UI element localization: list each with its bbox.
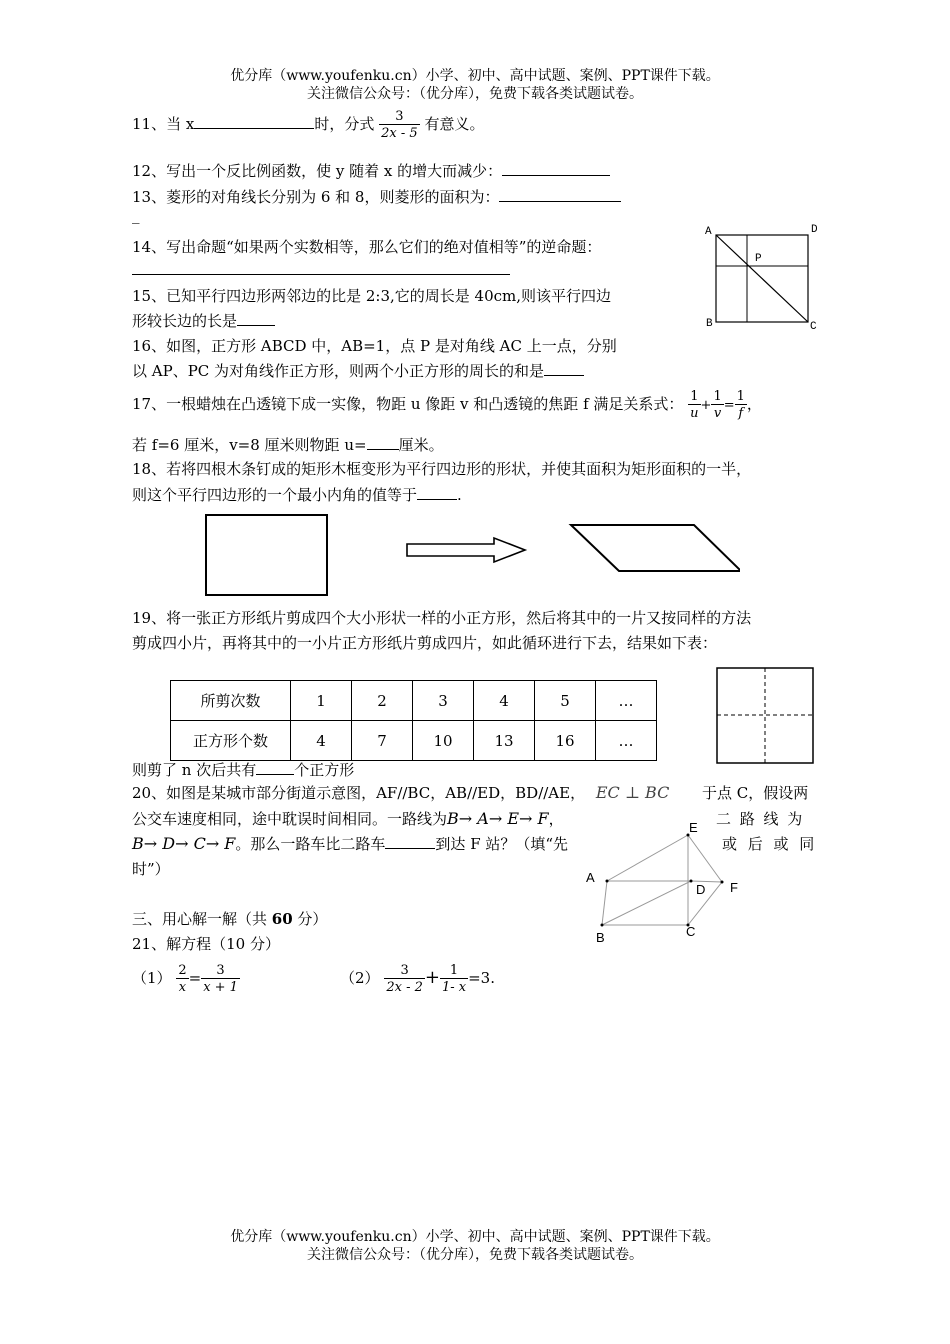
equation-1: （1） $\frac{2}{x}$ = $\frac{3}{x + 1}$ xyxy=(132,963,238,995)
header-line-2: 关注微信公众号：（优分库），免费下载各类试题试卷。 xyxy=(307,86,643,102)
table-row: 正方形个数 4 7 10 13 16 … xyxy=(171,721,657,761)
q11-answer-blank[interactable] xyxy=(194,127,314,129)
rectangle-to-parallelogram-figure xyxy=(200,510,740,602)
question-11 xyxy=(132,110,484,140)
question-15-line1: 15、已知平行四边形两邻边的比是 2:3,它的周长是 40cm,则该平行四边 xyxy=(132,287,612,305)
cut-count-table xyxy=(170,680,657,761)
q19-answer-blank[interactable] xyxy=(256,773,294,775)
question-18-line2: 则这个平行四边形的一个最小内角的值等于 . xyxy=(132,486,462,504)
question-19-answer: 则剪了 n 次后共有 个正方形 xyxy=(132,761,355,779)
label-f: F xyxy=(730,880,738,895)
label-b: B xyxy=(596,930,605,945)
section-3-title: 三、用心解一解（共 60 分） xyxy=(132,910,328,928)
q16-answer-blank[interactable] xyxy=(544,374,584,376)
square-abcd-figure xyxy=(700,218,825,336)
q17-frac-v: $\frac{1}{v}$ xyxy=(713,389,722,421)
label-c: C xyxy=(686,924,696,939)
label-d: D xyxy=(811,224,818,236)
label-a: A xyxy=(705,226,712,238)
right-arrow-icon xyxy=(407,538,525,562)
label-a: A xyxy=(586,870,595,885)
equation-2: （2） $\frac{3}{2x - 2}$ + $\frac{1}{1- x}$ =3. xyxy=(340,963,495,995)
q11-prefix: 11、当 x xyxy=(132,115,195,133)
question-19-line1: 19、将一张正方形纸片剪成四个大小形状一样的小正方形，然后将其中的一片又按同样的方法 xyxy=(132,609,752,627)
rectangle-shape xyxy=(206,515,327,595)
label-p: P xyxy=(755,253,762,265)
cut-square-figure xyxy=(716,667,816,765)
q11-suffix: 有意义。 xyxy=(424,115,485,133)
question-20-line4: 时”） xyxy=(132,860,170,878)
label-b: B xyxy=(706,318,713,330)
q13-tail: _ xyxy=(132,206,140,224)
q20-answer-blank[interactable] xyxy=(385,847,435,849)
label-d: D xyxy=(696,882,706,897)
q15-answer-blank[interactable] xyxy=(237,324,275,326)
label-c: C xyxy=(810,321,817,333)
question-14: 14、写出命题“如果两个实数相等，那么它们的绝对值相等”的逆命题： xyxy=(132,238,602,256)
q17-frac-f: $\frac{1}{f}$ xyxy=(736,389,745,421)
q17-frac-u: $\frac{1}{u}$ xyxy=(690,389,699,421)
question-20-line2: 公交车速度相同，途中耽误时间相同。一路线为B→ A→ E→ F， xyxy=(132,809,564,828)
question-16-line1: 16、如图，正方形 ABCD 中，AB=1，点 P 是对角线 AC 上一点，分别 xyxy=(132,337,617,355)
eq1-right-fraction: $\frac{3}{x + 1}$ xyxy=(203,963,238,995)
header-line-1: 优分库（www.youfenku.cn）小学、初中、高中试题、案例、PPT课件下载。 xyxy=(230,68,720,84)
question-20-line1: 20、如图是某城市部分街道示意图，AF//BC，AB//ED，BD//AE， EC ⊥ BC xyxy=(132,783,670,802)
parallelogram-shape xyxy=(571,525,740,571)
question-17-line2: 若 f=6 厘米，v=8 厘米则物距 u= 厘米。 xyxy=(132,436,444,454)
q17-answer-blank[interactable] xyxy=(367,448,399,450)
table-row: 所剪次数 1 2 3 4 5 … xyxy=(171,681,657,721)
q18-answer-blank[interactable] xyxy=(417,498,457,500)
question-16-line2: 以 AP、PC 为对角线作正方形，则两个小正方形的周长的和是 xyxy=(132,360,584,381)
footer-line-1: 优分库（www.youfenku.cn）小学、初中、高中试题、案例、PPT课件下载。 xyxy=(230,1229,720,1245)
eq2-first-fraction: $\frac{3}{2x - 2}$ xyxy=(386,963,423,995)
q11-middle: 时，分式 xyxy=(314,115,375,133)
eq1-left-fraction: $\frac{2}{x}$ xyxy=(178,963,187,995)
footer-line-2: 关注微信公众号：（优分库），免费下载各类试题试卷。 xyxy=(307,1247,643,1263)
question-20-line3: B→ D→ C→ F。那么一路车比二路车 到达 F 站？（填“先 xyxy=(132,834,569,853)
question-20-line2-tail: 二 路 线 为 xyxy=(716,810,803,828)
question-12: 12、写出一个反比例函数，使 y 随着 x 的增大而减少： xyxy=(132,160,610,181)
q11-fraction: $\frac{3}{2x - 5}$ xyxy=(381,109,418,141)
question-17-line1: 17、一根蜡烛在凸透镜下成一实像，物距 u 像距 v 和凸透镜的焦距 f 满足关系式： $\frac{1}{u}$ + $\frac{1}{v}$ = $\frac{1}{f}$ ， xyxy=(132,389,762,421)
label-e: E xyxy=(689,820,698,835)
question-21-title: 21、解方程（10 分） xyxy=(132,935,280,953)
q14-answer-line[interactable] xyxy=(132,273,510,275)
question-20-line1-tail: 于点 C，假设两 xyxy=(702,784,809,802)
q13-answer-blank[interactable] xyxy=(499,200,621,202)
question-18-line1: 18、若将四根木条钉成的矩形木框变形为平行四边形的形状，并使其面积为矩形面积的一半， xyxy=(132,460,752,478)
q12-answer-blank[interactable] xyxy=(502,174,610,176)
street-map-figure xyxy=(580,818,750,948)
question-13: 13、菱形的对角线长分别为 6 和 8，则菱形的面积为： xyxy=(132,186,621,207)
eq2-second-fraction: $\frac{1}{1- x}$ xyxy=(441,963,467,995)
question-20-line3-tail: 或 后 或 同 xyxy=(722,835,815,853)
question-19-line2: 剪成四小片，再将其中的一小片正方形纸片剪成四片，如此循环进行下去，结果如下表： xyxy=(132,634,718,652)
question-15-line2: 形较长边的长是 xyxy=(132,310,275,331)
